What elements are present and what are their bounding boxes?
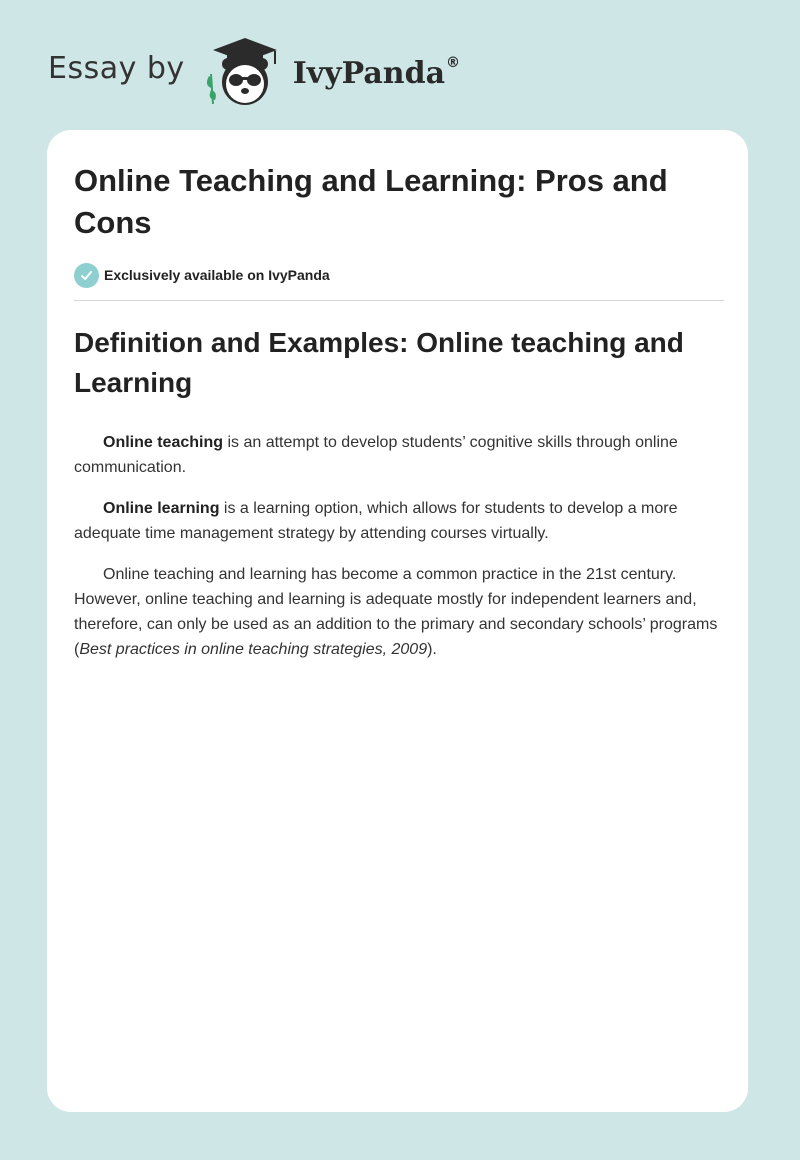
citation: Best practices in online teaching strategies, 2009 [79,641,428,658]
essay-title: Online Teaching and Learning: Pros and Cons [74,163,668,240]
paragraph-common-practice [74,562,724,662]
paragraph-text: is an attempt to develop students’ cognitive skills through online communication. [74,434,678,476]
paragraph-online-learning [74,496,724,546]
divider [74,300,724,301]
paragraph-text: Online teaching and learning has become a common practice in the 21st century. However, online teaching and learning is adequate mostly for independent learners and, therefore, can only be used as an addition to the primary and secondary schools’ programs ( [74,566,718,658]
section-heading: Definition and Examples: Online teaching and Learning [74,327,684,398]
exclusive-badge [74,262,724,288]
check-circle-icon [74,263,99,288]
paragraph-text-end: ). [427,641,437,658]
registered-mark: ® [446,55,461,71]
paragraph-online-teaching [74,430,724,480]
paragraph-text: is a learning option, which allows for students to develop a more adequate time management strategy by attending courses virtually. [74,500,678,542]
essay-card [47,130,748,1112]
panda-graduate-logo-icon [201,34,289,110]
term-online-learning: Online learning [103,500,220,517]
brand-logo-text [293,55,460,91]
site-header [48,32,460,112]
essay-by-label: Essay by [48,50,185,86]
essay-content [74,160,724,662]
term-online-teaching: Online teaching [103,434,224,451]
exclusive-label: Exclusively available on IvyPanda [104,267,330,283]
brand-name: IvyPanda [292,56,446,91]
